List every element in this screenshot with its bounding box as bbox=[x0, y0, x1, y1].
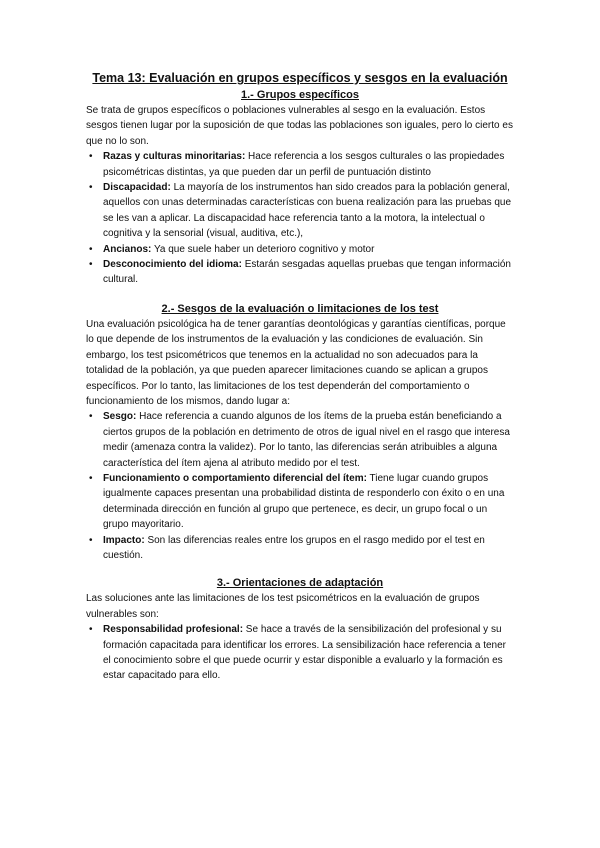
list-item-term: Funcionamiento o comportamiento diferencial del ítem: bbox=[103, 472, 367, 484]
section-intro: Una evaluación psicológica ha de tener garantías deontológicas y garantías científicas, porque lo que depende de los instrumentos de la evaluación y las condiciones de evaluación. Sin embargo, los test psicométricos que tenemos en la actualidad no son adecuados para la totalidad de la población, ya que pueden aparecer limitaciones cuando se aplican a grupos específicos. Por lo tanto, las limitaciones de los test dependerán del comportamiento o funcionamiento de los mismos, dando lugar a: bbox=[86, 318, 506, 407]
list-item bbox=[86, 471, 514, 533]
list-item bbox=[86, 533, 514, 564]
section-heading-sesgos: 2.- Sesgos de la evaluación o limitaciones de los test bbox=[161, 302, 439, 315]
section-heading-grupos-especificos: 1.- Grupos específicos bbox=[241, 89, 359, 101]
list-item-text: Son las diferencias reales entre los grupos en el rasgo medido por el test en cuestión. bbox=[103, 534, 485, 561]
list-item bbox=[86, 242, 514, 257]
list-item-term: Desconocimiento del idioma: bbox=[103, 259, 242, 271]
list-item-text: Ya que suele haber un deterioro cognitivo y motor bbox=[151, 243, 375, 255]
bullet-list bbox=[86, 149, 514, 288]
list-item-text: La mayoría de los instrumentos han sido creados para la población general, aquellos con unas determinadas características con buena realización para las pruebas que se les van a aplicar. La discapacidad hace referencia tanto a la motora, la intelectual o cognitiva y la sensorial (visual, auditiva, etc.), bbox=[103, 182, 512, 240]
list-item-term: Impacto: bbox=[103, 534, 145, 546]
list-item-text: Estarán sesgadas aquellas pruebas que tengan información cultural. bbox=[103, 259, 511, 286]
list-item bbox=[86, 149, 514, 180]
list-item-text: Hace referencia a cuando algunos de los ítems de la prueba están beneficiando a ciertos grupos de la población en detrimento de otros de igual nivel en el rasgo que interesa medir (amenaza contra la validez). Por lo tanto, las diferencias serán atribuibles a alguna característica del ítem ajena al atributo medido por el test. bbox=[103, 411, 510, 469]
bullet-list bbox=[86, 409, 514, 563]
list-item-term: Razas y culturas minoritarias: bbox=[103, 151, 246, 163]
list-item bbox=[86, 409, 514, 471]
section-intro: Se trata de grupos específicos o poblaciones vulnerables al sesgo en la evaluación. Estos sesgos tienen lugar por la suposición de que todas las poblaciones son iguales, pero lo cierto es que no lo son. bbox=[86, 105, 513, 147]
section-intro: Las soluciones ante las limitaciones de los test psicométricos en la evaluación de grupos vulnerables son: bbox=[86, 593, 480, 620]
list-item bbox=[86, 622, 514, 684]
list-item bbox=[86, 257, 514, 288]
list-item-term: Responsabilidad profesional: bbox=[103, 624, 244, 636]
list-item bbox=[86, 180, 514, 242]
list-item-term: Discapacidad: bbox=[103, 182, 171, 194]
list-item-term: Ancianos: bbox=[103, 243, 152, 255]
list-item-text: Hace referencia a los sesgos culturales o las propiedades psicométricas distintas, ya que pueden dar un perfil de puntuación distinto bbox=[103, 151, 505, 178]
document-title: Tema 13: Evaluación en grupos específicos y sesgos en la evaluación bbox=[92, 71, 508, 85]
list-item-text: Se hace a través de la sensibilización del profesional y su formación capacitada para identificar los errores. La sensibilización hace referencia a tener el conocimiento sobre el que puede ocurrir y estar disponible a evaluarlo y la formación es estar capacitado para ello. bbox=[103, 624, 506, 682]
list-item-term: Sesgo: bbox=[103, 411, 137, 423]
section-heading-orientaciones: 3.- Orientaciones de adaptación bbox=[216, 577, 384, 590]
list-item-text: Tiene lugar cuando grupos igualmente capaces presentan una probabilidad distinta de responderlo con éxito o en una determinada dirección en función al grupo que pertenece, es decir, un grupo focal o un grupo mayoritario. bbox=[103, 472, 505, 531]
bullet-list bbox=[86, 622, 514, 684]
